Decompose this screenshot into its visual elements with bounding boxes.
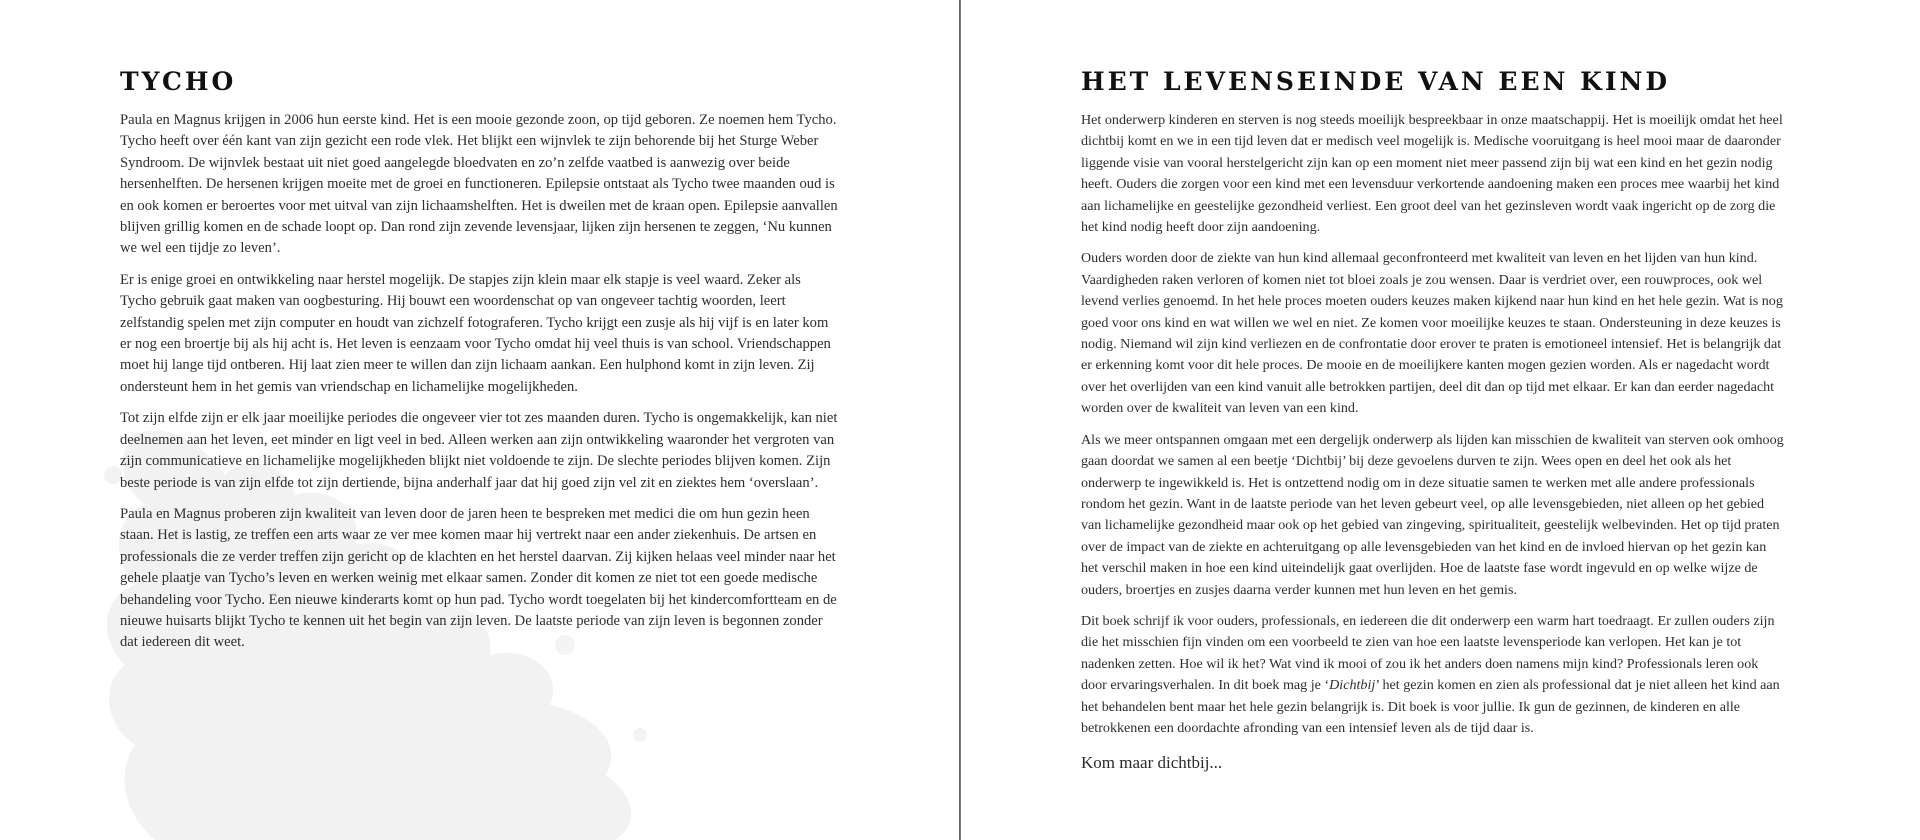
book-title-italic: Dichtbij <box>1329 677 1376 694</box>
paragraph: Als we meer ontspannen omgaan met een dergelijk onderwerp als lijden kan misschien de kwaliteit van sterven ook omhoog gaan doordat we samen al een beetje ‘Dichtbij’ bij deze gevoelens durven te zijn. Wees open en deel het ook als het onderwerp te ingewikkeld is. Het is ontzettend nodig om in deze situatie samen te werken met alle andere professionals rondom het gezin. Want in de laatste periode van het leven gebeurt veel, op alle levensgebieden, niet alleen op het gebied van lichamelijke gezondheid maar ook op het gebied van zingeving, spiritualiteit, geestelijk welbevinden. Het op tijd praten over de impact van de ziekte en achteruitgang op alle levensgebieden van het kind en de invloed hiervan op het gezin kan het verschil maken in hoe een kind uiteindelijk gaat overlijden. Hoe de laatste fase wordt ingevuld en op welke wijze de ouders, broertjes en zusjes daarna verder kunnen met hun leven en het gemis. <box>1081 431 1784 598</box>
paragraph-text: Dit boek schrijf ik voor ouders, professionals, en iedereen die dit onderwerp een warm hart toedraagt. Er zullen ouders zijn die het misschien fijn vinden om een voorbeeld te zien van hoe een laatste levensperiode kan verlopen. Het kan je tot nadenken zetten. Hoe wil ik het? Wat vind ik mooi of zou ik het anders doen namens mijn kind? Professionals leren ook door ervaringsverhalen. In dit boek mag je ‘ <box>1081 612 1775 694</box>
paragraph: Het onderwerp kinderen en sterven is nog steeds moeilijk bespreekbaar in onze maatschappij. Het is moeilijk omdat het heel dichtbij komt en we in een tijd leven dat er medisch veel mogelijk is. Medische vooruitgang is heel mooi maar de daaronder liggende visie van vooral herstelgericht zijn kan op een moment niet meer passend zijn bij wat een kind en het gezin nodig heeft. Ouders die zorgen voor een kind met een levensduur verkortende aandoening maken een proces mee waarbij het kind aan lichamelijke en geestelijke gezondheid verliest. Een groot deel van het gezinsleven wordt vaak ingericht op de zorg die het kind nodig heeft door zijn aandoening. <box>1081 112 1783 236</box>
paragraph-text: ’ het gezin komen en zien als professional dat je niet alleen het kind aan het behandelen bent maar het hele gezin belangrijk is. Dit boek is voor jullie. Ik gun de gezinnen, de kinderen en alle betrokkenen een doordachte afronding van een intensief leven als de tijd daar is. <box>1081 677 1780 736</box>
right-page-content <box>1081 66 1786 775</box>
page-title: TYCHO <box>120 67 237 96</box>
left-page <box>0 0 959 840</box>
paragraph: Er is enige groei en ontwikkeling naar herstel mogelijk. De stapjes zijn klein maar elk stapje is veel waard. Zeker als Tycho gebruik gaat maken van oogbesturing. Hij bouwt een woordenschat op van ongeveer tachtig woorden, leert zelfstandig spelen met zijn computer en houdt van zichzelf fotograferen. Tycho krijgt een zusje als hij vijf is en later kom er nog een broertje bij als hij acht is. Het leven is eenzaam voor Tycho omdat hij veel thuis is van school. Vriendschappen moet hij lange tijd ontberen. Hij laat zien meer te willen dan zijn lichaam aankan. Een hulphond komt in zijn leven. Zij ondersteunt hem in het gemis van vriendschap en lichamelijke mogelijkheden. <box>120 271 831 395</box>
paragraph: Paula en Magnus krijgen in 2006 hun eerste kind. Het is een mooie gezonde zoon, op tijd geboren. Ze noemen hem Tycho. Tycho heeft over één kant van zijn gezicht een rode vlek. Het blijkt een wijnvlek te zijn behorende bij het Sturge Weber Syndroom. De wijnvlek bestaat uit niet goed aangelegde bloedvaten en zo’n zelfde vaatbed is aanwezig over beide hersenhelften. De hersenen krijgen moeite met de groei en functioneren. Epilepsie ontstaat als Tycho twee maanden oud is en ook komen er beroertes voor met uitval van zijn lichaamshelften. Het is dweilen met de kraan open. Epilepsie aanvallen blijven grillig komen en de schade loopt op. Dan rond zijn zevende levensjaar, lijken zijn hersenen te zeggen, ‘Nu kunnen we wel een tijdje zo leven’. <box>120 112 838 257</box>
paragraph: Tot zijn elfde zijn er elk jaar moeilijke periodes die ongeveer vier tot zes maanden duren. Tycho is ongemakkelijk, kan niet deelnemen aan het leven, eet minder en ligt veel in bed. Alleen werken aan zijn ontwikkeling waaronder het vergroten van zijn communicatieve en lichamelijke mogelijkheden blijkt niet voldoende te zijn. De slechte periodes blijven komen. Zijn beste periode is van zijn elfde tot zijn dertiende, bijna anderhalf jaar dat hij goed zijn vel zit en ziektes hem ‘overslaan’. <box>120 410 838 491</box>
page-title: HET LEVENSEINDE VAN EEN KIND <box>1081 67 1671 96</box>
paragraph <box>1081 611 1786 739</box>
paragraph: Ouders worden door de ziekte van hun kind allemaal geconfronteerd met kwaliteit van leven en het lijden van hun kind. Vaardigheden raken verloren of komen niet tot bloei zoals je zou wensen. Daar is verdriet over, een rouwproces, ook wel levend verlies genoemd. In het hele proces moeten ouders keuzes maken kijkend naar hun kind en het hele gezin. Wat is nog goed voor ons kind en wat willen we wel en niet. Ze komen voor moeilijke keuzes te staan. Ondersteuning in deze keuzes is nodig. Niemand wil zijn kind verliezen en de confrontatie door erover te praten is emotioneel intensief. Het is belangrijk dat er erkenning komt voor dit hele proces. De mooie en de moeilijkere kanten mogen gezien worden. Als er nagedacht wordt over het overlijden van een kind vanuit alle betrokken partijen, deel dit dan op tijd met elkaar. Er kan dan eerder nagedacht worden over de kwaliteit van leven van een kind. <box>1081 250 1783 417</box>
left-page-content <box>120 66 840 664</box>
closing-line: Kom maar dichtbij... <box>1081 753 1223 773</box>
paragraph: Paula en Magnus proberen zijn kwaliteit van leven door de jaren heen te bespreken met medici die om hun gezin heen staan. Het is lastig, ze treffen een arts waar ze ver mee komen maar hij vertrekt naar een ander ziekenhuis. De artsen en professionals die ze verder treffen zijn gericht op de klachten en het herstel daarvan. Zij kijken helaas veel minder naar het gehele plaatje van Tycho’s leven en werken weinig met elkaar samen. Zonder dit komen ze niet tot een goede medische behandeling voor Tycho. Een nieuwe kinderarts komt op hun pad. Tycho wordt toegelaten bij het kindercomfortteam en de nieuwe huisarts blijkt Tycho te kennen uit het begin van zijn leven. De laatste periode van zijn leven is begonnen zonder dat iedereen dit weet. <box>120 505 837 651</box>
right-page <box>961 0 1920 840</box>
